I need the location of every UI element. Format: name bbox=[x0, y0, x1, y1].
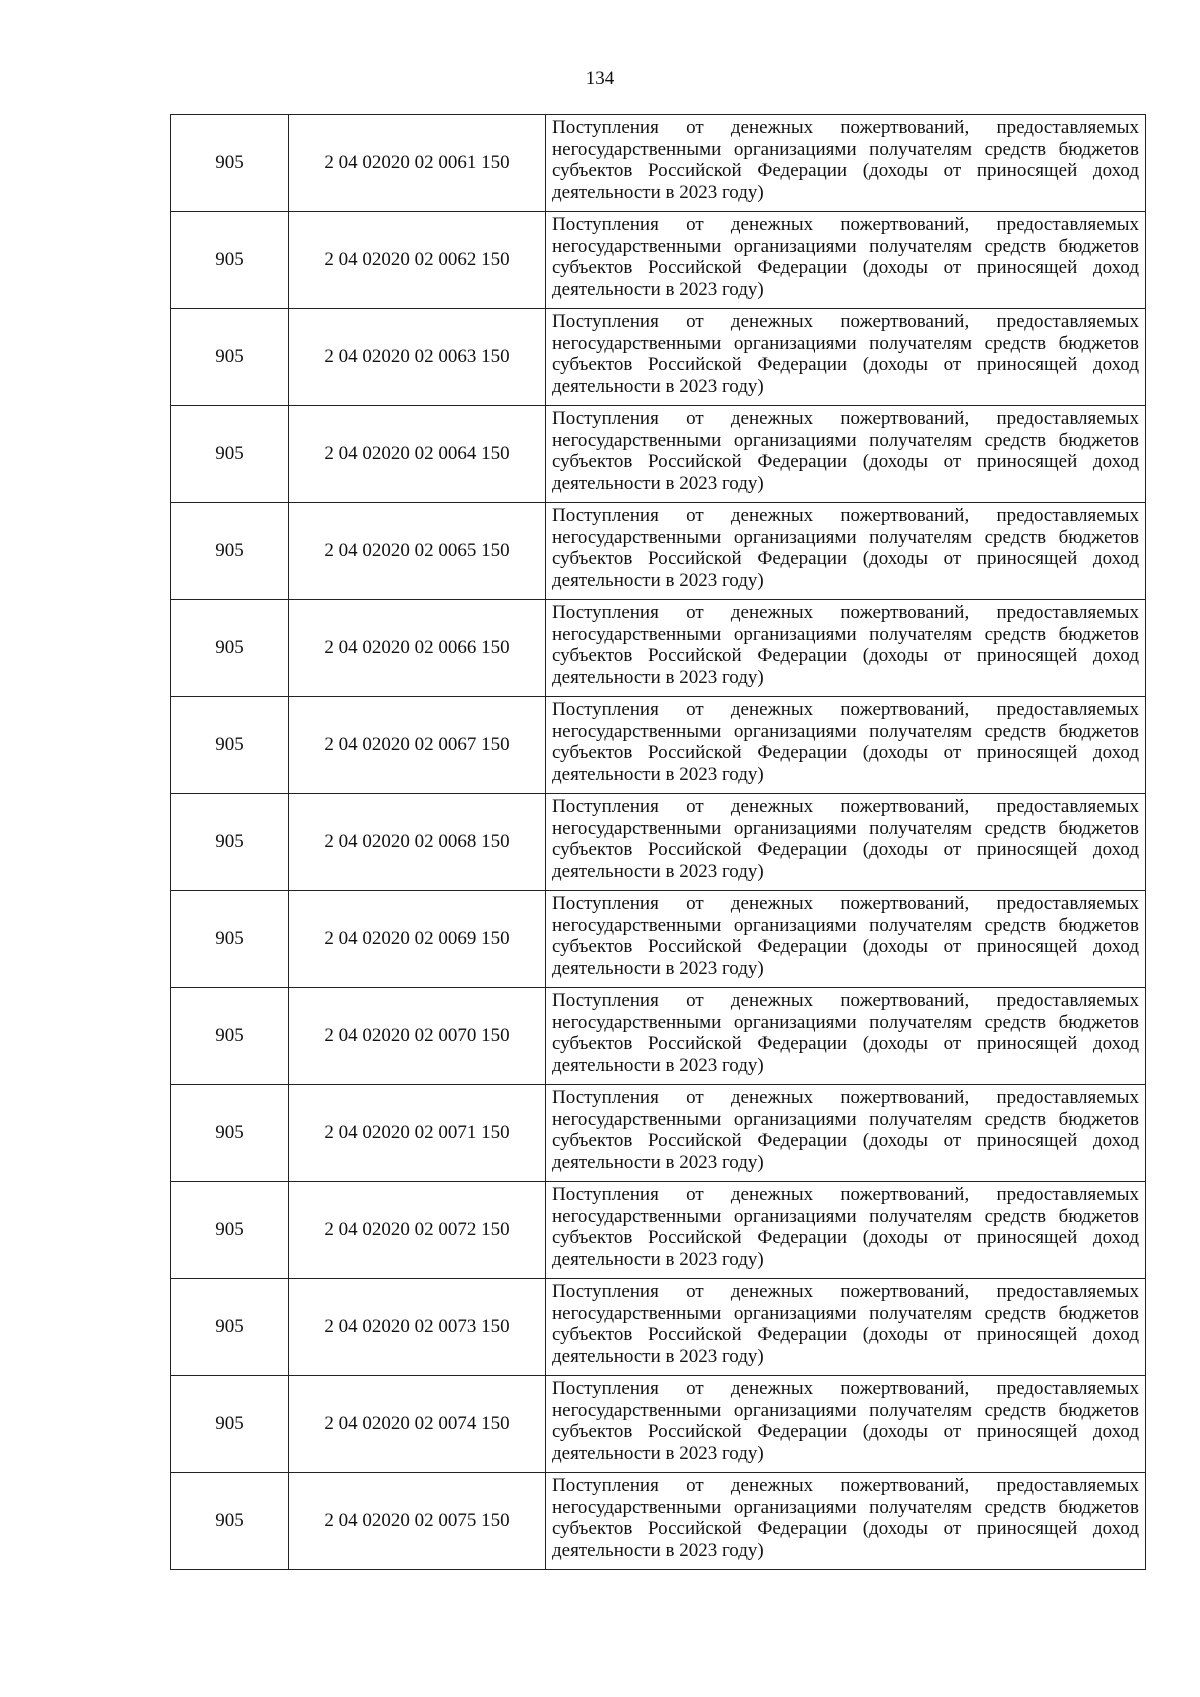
admin-code-cell: 905 bbox=[171, 988, 289, 1085]
admin-code-cell: 905 bbox=[171, 212, 289, 309]
table-body bbox=[171, 115, 1146, 1570]
table-row bbox=[171, 891, 1146, 988]
admin-code-cell: 905 bbox=[171, 115, 289, 212]
budget-code-cell: 2 04 02020 02 0075 150 bbox=[289, 1473, 546, 1570]
budget-code-cell: 2 04 02020 02 0074 150 bbox=[289, 1376, 546, 1473]
admin-code-cell: 905 bbox=[171, 309, 289, 406]
admin-code-cell: 905 bbox=[171, 891, 289, 988]
page-number: 134 bbox=[585, 68, 615, 89]
admin-code-cell: 905 bbox=[171, 1473, 289, 1570]
admin-code-cell: 905 bbox=[171, 1279, 289, 1376]
budget-code-cell: 2 04 02020 02 0065 150 bbox=[289, 503, 546, 600]
table-row bbox=[171, 212, 1146, 309]
budget-code-cell: 2 04 02020 02 0073 150 bbox=[289, 1279, 546, 1376]
description-cell: Поступления от денежных пожертвований, предоставляемых негосударственными организациями получателям средств бюджетов субъектов Российской Федерации (доходы от приносящей доход деятельности в 2023 году) bbox=[546, 1473, 1146, 1570]
description-cell: Поступления от денежных пожертвований, предоставляемых негосударственными организациями получателям средств бюджетов субъектов Российской Федерации (доходы от приносящей доход деятельности в 2023 году) bbox=[546, 600, 1146, 697]
description-cell: Поступления от денежных пожертвований, предоставляемых негосударственными организациями получателям средств бюджетов субъектов Российской Федерации (доходы от приносящей доход деятельности в 2023 году) bbox=[546, 891, 1146, 988]
admin-code-cell: 905 bbox=[171, 1182, 289, 1279]
table-row bbox=[171, 988, 1146, 1085]
description-cell: Поступления от денежных пожертвований, предоставляемых негосударственными организациями получателям средств бюджетов субъектов Российской Федерации (доходы от приносящей доход деятельности в 2023 году) bbox=[546, 988, 1146, 1085]
description-cell: Поступления от денежных пожертвований, предоставляемых негосударственными организациями получателям средств бюджетов субъектов Российской Федерации (доходы от приносящей доход деятельности в 2023 году) bbox=[546, 309, 1146, 406]
admin-code-cell: 905 bbox=[171, 503, 289, 600]
table-row bbox=[171, 1473, 1146, 1570]
admin-code-cell: 905 bbox=[171, 794, 289, 891]
table-row bbox=[171, 600, 1146, 697]
table-row bbox=[171, 1376, 1146, 1473]
table-row bbox=[171, 1279, 1146, 1376]
description-cell: Поступления от денежных пожертвований, предоставляемых негосударственными организациями получателям средств бюджетов субъектов Российской Федерации (доходы от приносящей доход деятельности в 2023 году) bbox=[546, 794, 1146, 891]
description-cell: Поступления от денежных пожертвований, предоставляемых негосударственными организациями получателям средств бюджетов субъектов Российской Федерации (доходы от приносящей доход деятельности в 2023 году) bbox=[546, 406, 1146, 503]
budget-code-cell: 2 04 02020 02 0063 150 bbox=[289, 309, 546, 406]
description-cell: Поступления от денежных пожертвований, предоставляемых негосударственными организациями получателям средств бюджетов субъектов Российской Федерации (доходы от приносящей доход деятельности в 2023 году) bbox=[546, 1376, 1146, 1473]
admin-code-cell: 905 bbox=[171, 600, 289, 697]
table-row bbox=[171, 503, 1146, 600]
description-cell: Поступления от денежных пожертвований, предоставляемых негосударственными организациями получателям средств бюджетов субъектов Российской Федерации (доходы от приносящей доход деятельности в 2023 году) bbox=[546, 212, 1146, 309]
budget-code-cell: 2 04 02020 02 0071 150 bbox=[289, 1085, 546, 1182]
table-row bbox=[171, 1085, 1146, 1182]
table-row bbox=[171, 115, 1146, 212]
admin-code-cell: 905 bbox=[171, 1376, 289, 1473]
admin-code-cell: 905 bbox=[171, 697, 289, 794]
budget-code-cell: 2 04 02020 02 0062 150 bbox=[289, 212, 546, 309]
budget-code-cell: 2 04 02020 02 0066 150 bbox=[289, 600, 546, 697]
budget-classification-table bbox=[170, 114, 1146, 1570]
budget-code-cell: 2 04 02020 02 0068 150 bbox=[289, 794, 546, 891]
table-row bbox=[171, 309, 1146, 406]
budget-code-cell: 2 04 02020 02 0064 150 bbox=[289, 406, 546, 503]
description-cell: Поступления от денежных пожертвований, предоставляемых негосударственными организациями получателям средств бюджетов субъектов Российской Федерации (доходы от приносящей доход деятельности в 2023 году) bbox=[546, 1085, 1146, 1182]
admin-code-cell: 905 bbox=[171, 406, 289, 503]
description-cell: Поступления от денежных пожертвований, предоставляемых негосударственными организациями получателям средств бюджетов субъектов Российской Федерации (доходы от приносящей доход деятельности в 2023 году) bbox=[546, 1279, 1146, 1376]
table-row bbox=[171, 794, 1146, 891]
budget-code-cell: 2 04 02020 02 0061 150 bbox=[289, 115, 546, 212]
budget-code-cell: 2 04 02020 02 0067 150 bbox=[289, 697, 546, 794]
table-row bbox=[171, 406, 1146, 503]
description-cell: Поступления от денежных пожертвований, предоставляемых негосударственными организациями получателям средств бюджетов субъектов Российской Федерации (доходы от приносящей доход деятельности в 2023 году) bbox=[546, 503, 1146, 600]
description-cell: Поступления от денежных пожертвований, предоставляемых негосударственными организациями получателям средств бюджетов субъектов Российской Федерации (доходы от приносящей доход деятельности в 2023 году) bbox=[546, 697, 1146, 794]
budget-code-cell: 2 04 02020 02 0072 150 bbox=[289, 1182, 546, 1279]
admin-code-cell: 905 bbox=[171, 1085, 289, 1182]
description-cell: Поступления от денежных пожертвований, предоставляемых негосударственными организациями получателям средств бюджетов субъектов Российской Федерации (доходы от приносящей доход деятельности в 2023 году) bbox=[546, 115, 1146, 212]
table-row bbox=[171, 1182, 1146, 1279]
table-row bbox=[171, 697, 1146, 794]
description-cell: Поступления от денежных пожертвований, предоставляемых негосударственными организациями получателям средств бюджетов субъектов Российской Федерации (доходы от приносящей доход деятельности в 2023 году) bbox=[546, 1182, 1146, 1279]
budget-code-cell: 2 04 02020 02 0070 150 bbox=[289, 988, 546, 1085]
budget-code-cell: 2 04 02020 02 0069 150 bbox=[289, 891, 546, 988]
